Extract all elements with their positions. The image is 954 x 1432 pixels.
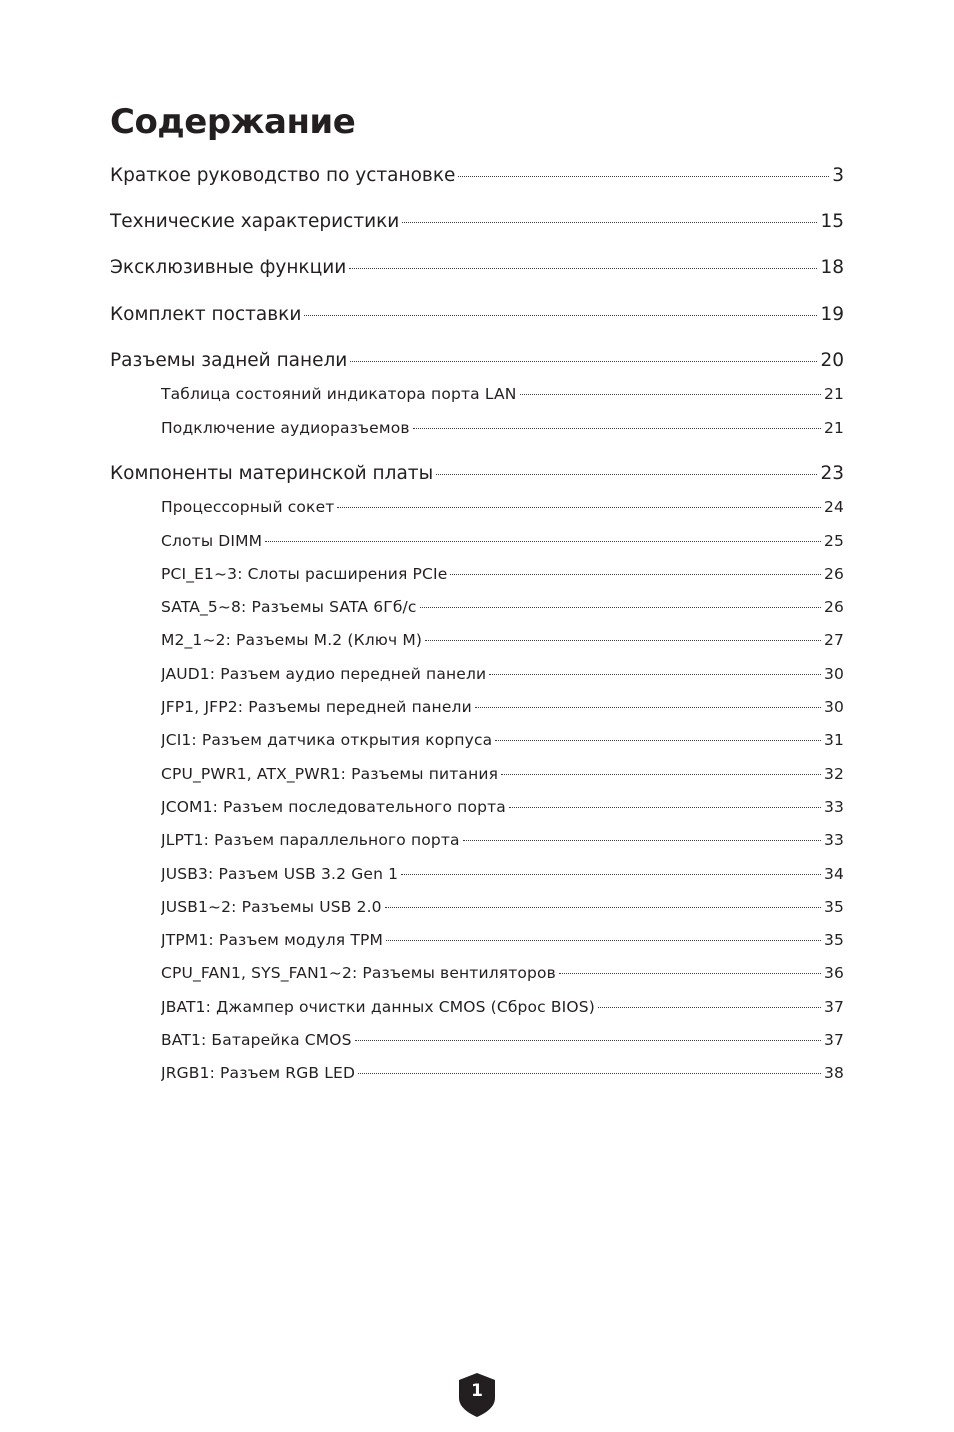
toc-entry[interactable] (161, 417, 844, 439)
toc-leader-dots (509, 807, 821, 808)
toc-leader-dots (501, 774, 821, 775)
toc-entry[interactable] (161, 962, 844, 984)
toc-entry-page: 37 (823, 1031, 844, 1049)
toc-leader-dots (386, 940, 821, 941)
toc-entry-label: CPU_FAN1, SYS_FAN1~2: Разъемы вентиляторов (161, 964, 556, 982)
toc-entry-page: 23 (820, 463, 844, 484)
toc-entry[interactable] (161, 796, 844, 818)
toc-leader-dots (458, 176, 829, 177)
toc-entry[interactable] (161, 629, 844, 651)
toc-entry-label: Разъемы задней панели (110, 350, 348, 371)
toc-entry-page: 27 (823, 631, 844, 649)
toc-entry-label: CPU_PWR1, ATX_PWR1: Разъемы питания (161, 765, 499, 783)
toc-entry-page: 26 (823, 565, 844, 583)
toc-entry-page: 35 (823, 931, 844, 949)
toc-entry[interactable] (161, 563, 844, 585)
page-number: 1 (471, 1381, 483, 1401)
toc-entry[interactable] (110, 163, 844, 189)
toc-entry[interactable] (161, 929, 844, 951)
toc-entry[interactable] (161, 829, 844, 851)
toc-entry[interactable] (110, 348, 844, 374)
toc-entry-page: 35 (823, 898, 844, 916)
toc-entry-page: 36 (823, 964, 844, 982)
toc-entry-label: Эксклюзивные функции (110, 257, 347, 278)
toc-leader-dots (463, 840, 821, 841)
toc-leader-dots (559, 973, 821, 974)
toc-entry[interactable] (161, 1062, 844, 1084)
toc-leader-dots (489, 674, 821, 675)
toc-leader-dots (436, 474, 817, 475)
toc-leader-dots (355, 1040, 821, 1041)
toc-entry-label: Комплект поставки (110, 304, 302, 325)
toc-entry[interactable] (110, 302, 844, 328)
toc-entry-label: JTPM1: Разъем модуля TPM (161, 931, 383, 949)
page-title: Содержание (110, 102, 356, 142)
toc-entry[interactable] (161, 663, 844, 685)
toc-entry[interactable] (161, 863, 844, 885)
toc-leader-dots (520, 394, 821, 395)
toc-entry-label: JUSB1~2: Разъемы USB 2.0 (161, 898, 382, 916)
toc-entry-page: 3 (832, 165, 844, 186)
toc-entry[interactable] (161, 763, 844, 785)
toc-leader-dots (304, 315, 817, 316)
toc-entry-page: 34 (823, 865, 844, 883)
toc-entry-label: Подключение аудиоразъемов (161, 419, 410, 437)
toc-entry-page: 31 (823, 731, 844, 749)
toc-entry-label: SATA_5~8: Разъемы SATA 6Гб/с (161, 598, 417, 616)
toc-entry-label: Компоненты материнской платы (110, 463, 434, 484)
toc-entry-page: 15 (820, 211, 844, 232)
toc-entry-label: JBAT1: Джампер очистки данных CMOS (Сброс BIOS) (161, 998, 595, 1016)
toc-entry[interactable] (161, 996, 844, 1018)
toc-entry-label: Слоты DIMM (161, 532, 263, 550)
page-number-badge (457, 1372, 497, 1418)
toc-entry[interactable] (161, 496, 844, 518)
toc-entry-label: Таблица состояний индикатора порта LAN (161, 385, 517, 403)
toc-entry-label: JAUD1: Разъем аудио передней панели (161, 665, 487, 683)
toc-entry-page: 33 (823, 798, 844, 816)
toc-entry-page: 38 (823, 1064, 844, 1082)
toc-leader-dots (401, 874, 821, 875)
toc-leader-dots (450, 574, 821, 575)
toc-leader-dots (598, 1007, 821, 1008)
toc-entry[interactable] (110, 209, 844, 235)
toc-entry[interactable] (110, 461, 844, 487)
toc-entry-label: JFP1, JFP2: Разъемы передней панели (161, 698, 472, 716)
toc-entry-label: PCI_E1~3: Слоты расширения PCIe (161, 565, 448, 583)
toc-leader-dots (337, 507, 821, 508)
toc-entry-page: 18 (820, 257, 844, 278)
toc-entry-label: JUSB3: Разъем USB 3.2 Gen 1 (161, 865, 399, 883)
toc-entry-label: JCOM1: Разъем последовательного порта (161, 798, 506, 816)
toc-entry[interactable] (161, 696, 844, 718)
toc-entry-page: 33 (823, 831, 844, 849)
toc-leader-dots (425, 640, 821, 641)
toc-entry-label: M2_1~2: Разъемы M.2 (Ключ M) (161, 631, 423, 649)
toc-entry-page: 19 (820, 304, 844, 325)
toc-entry-page: 37 (823, 998, 844, 1016)
toc-entry-page: 20 (820, 350, 844, 371)
toc-entry[interactable] (110, 255, 844, 281)
toc-leader-dots (358, 1073, 821, 1074)
toc-leader-dots (349, 268, 817, 269)
toc-entry[interactable] (161, 1029, 844, 1051)
toc-leader-dots (385, 907, 821, 908)
toc-entry-page: 21 (823, 385, 844, 403)
toc-entry-label: Процессорный сокет (161, 498, 335, 516)
toc-entry-page: 24 (823, 498, 844, 516)
toc-entry[interactable] (161, 729, 844, 751)
toc-leader-dots (413, 428, 821, 429)
toc-entry-label: BAT1: Батарейка CMOS (161, 1031, 352, 1049)
toc-entry[interactable] (161, 896, 844, 918)
toc-entry-label: Краткое руководство по установке (110, 165, 456, 186)
toc-entry-page: 30 (823, 698, 844, 716)
toc-entry-page: 26 (823, 598, 844, 616)
toc-entry-page: 25 (823, 532, 844, 550)
toc-entry-label: JRGB1: Разъем RGB LED (161, 1064, 356, 1082)
toc-entry-page: 21 (823, 419, 844, 437)
toc-leader-dots (265, 541, 821, 542)
toc-entry-label: JLPT1: Разъем параллельного порта (161, 831, 460, 849)
toc-entry-page: 30 (823, 665, 844, 683)
toc-leader-dots (475, 707, 821, 708)
toc-leader-dots (350, 361, 817, 362)
toc-entry-label: JCI1: Разъем датчика открытия корпуса (161, 731, 493, 749)
toc-entry-label: Технические характеристики (110, 211, 400, 232)
toc-leader-dots (420, 607, 821, 608)
toc-leader-dots (495, 740, 821, 741)
toc-entry[interactable] (161, 530, 844, 552)
toc-entry[interactable] (161, 383, 844, 405)
toc-entry-page: 32 (823, 765, 844, 783)
toc-leader-dots (402, 222, 817, 223)
toc-entry[interactable] (161, 596, 844, 618)
